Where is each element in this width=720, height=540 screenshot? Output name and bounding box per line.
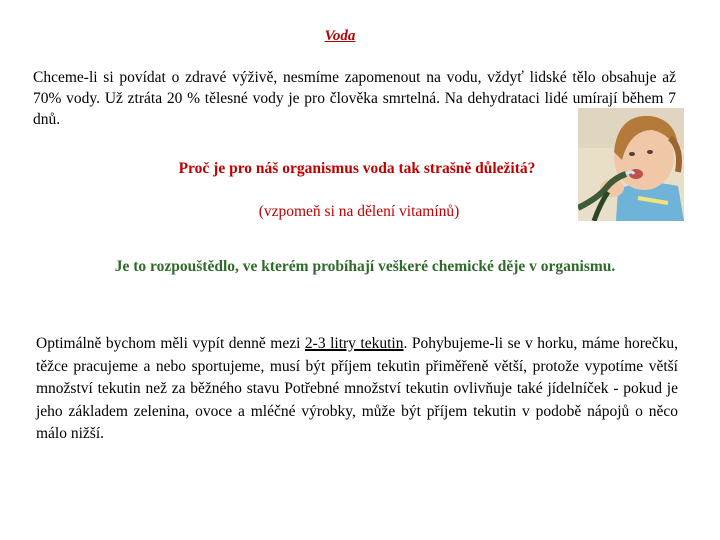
body-paragraph-start: Optimálně bychom měli vypít denně mezi (36, 335, 305, 352)
page-title (0, 28, 720, 45)
question-heading (0, 160, 720, 178)
page-title-text: Voda (324, 28, 356, 44)
hint-text (0, 203, 720, 221)
body-paragraph-rest: . Pohybujeme-li se v horku, máme horečku, těžce pracujeme a nebo sportujeme, musí být příjem tekutin přiměřeně větší, protože vypotíme větší množství tekutin než za běžného stavu Potřebné množství tekutin ovlivňuje také jídelníček - pokud je jeho základem zelenina, ovoce a mléčné výrobky, může být příjem tekutin v podobě nápojů o něco málo nižší. (36, 335, 678, 442)
answer-label: Je to rozpouštědlo, ve kterém probíhají veškeré chemické děje v organismu. (114, 258, 616, 275)
fluid-amount-highlight: 2-3 litry tekutin (304, 335, 404, 352)
question-text: Proč je pro náš organismus voda tak strašně důležitá? (178, 160, 536, 177)
hint-label: (vzpomeň si na dělení vitamínů) (258, 203, 460, 220)
answer-text (0, 258, 720, 276)
intro-paragraph: Chceme-li si povídat o zdravé výživě, nesmíme zapomenout na vodu, vždyť lidské tělo obsahuje až 70% vody. Už ztráta 20 % tělesné vody je pro člověka smrtelná. Na dehydrataci lidé umírají během 7 dnů. (33, 69, 676, 128)
body-paragraph (36, 333, 678, 446)
